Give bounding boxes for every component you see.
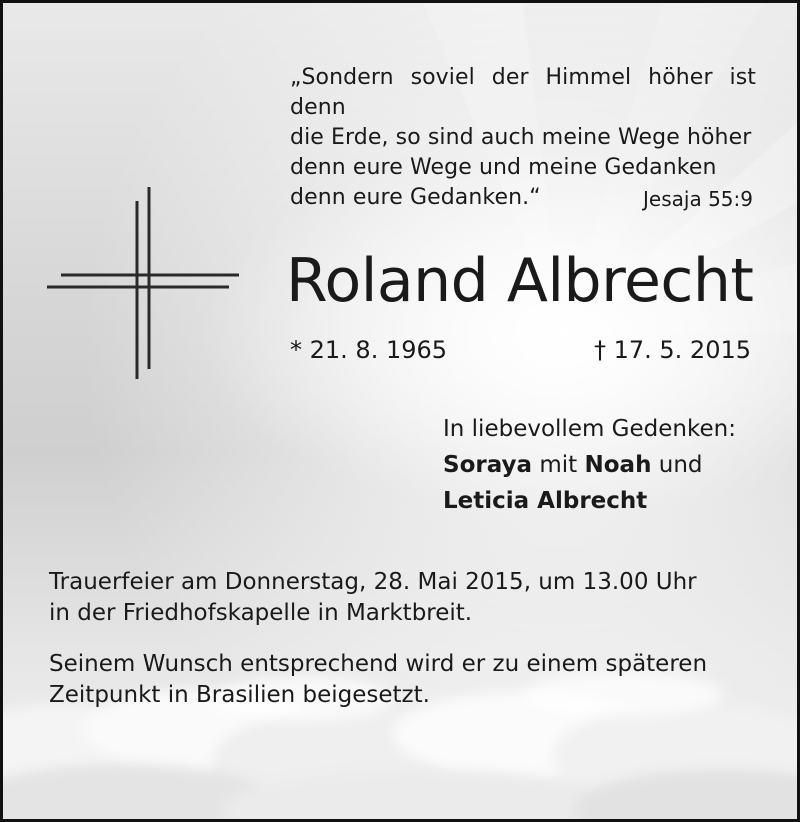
quote-line: denn eure Gedanken.“ (290, 185, 541, 210)
burial-line: Seinem Wunsch entsprechend wird er zu einem späteren (49, 651, 708, 677)
quote-line: „Sondern soviel der Himmel höher ist denn (290, 65, 756, 120)
quote-line: denn eure Wege und meine Gedanken (290, 155, 717, 180)
mourners-line (443, 483, 736, 519)
burial-info (49, 649, 759, 711)
burial-line: Zeitpunkt in Brasilien beigesetzt. (49, 682, 430, 708)
funeral-line: in der Friedhofskapelle in Marktbreit. (49, 600, 473, 626)
mourner-name: Noah (584, 452, 652, 478)
mourners-intro: In liebevollem Gedenken: (443, 416, 736, 442)
quote-source: Jesaja 55:9 (643, 187, 753, 211)
mourners-block (443, 411, 736, 519)
death-date: † 17. 5. 2015 (593, 336, 751, 364)
mourner-conjunction: mit (539, 452, 578, 478)
mourner-conjunction: und (658, 452, 703, 478)
birth-date: * 21. 8. 1965 (290, 336, 448, 364)
mourner-name: Soraya (443, 452, 533, 478)
funeral-line: Trauerfeier am Donnerstag, 28. Mai 2015, um 13.00 Uhr (49, 569, 697, 595)
deceased-name: Roland Albrecht (286, 246, 754, 316)
mourners-line (443, 447, 736, 483)
quote-line: die Erde, so sind auch meine Wege höher (290, 125, 752, 150)
cross-icon (43, 183, 243, 383)
funeral-info (49, 567, 759, 629)
mourner-name: Leticia Albrecht (443, 488, 648, 514)
